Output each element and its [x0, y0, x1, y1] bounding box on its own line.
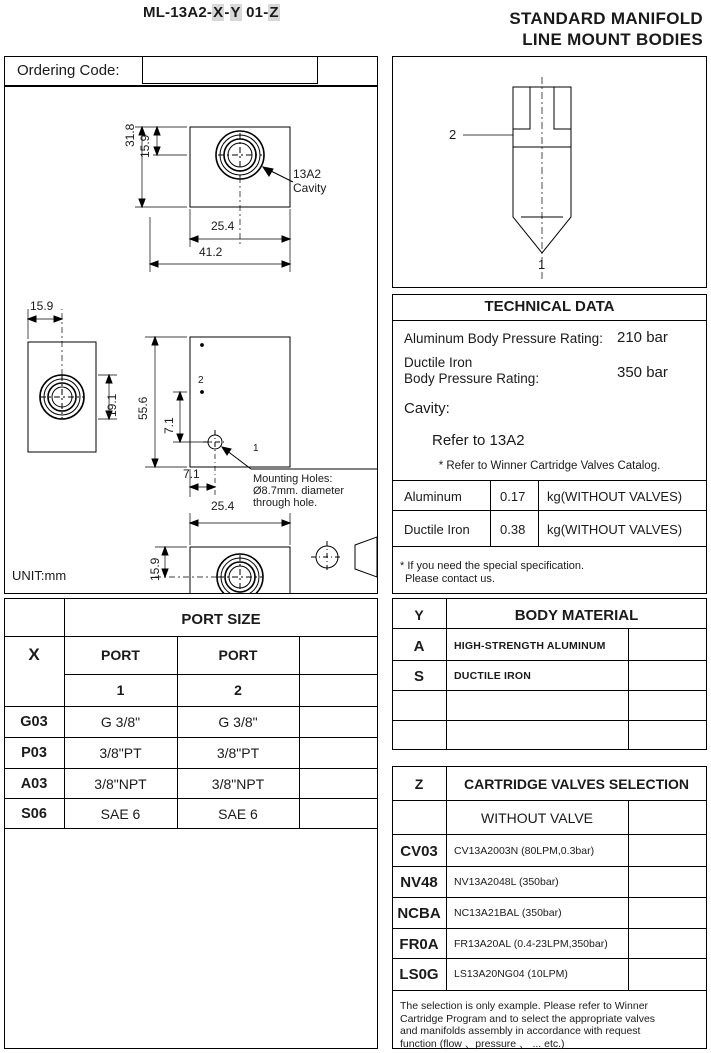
cartridge-code-0: CV03 [400, 842, 438, 860]
tech-label-ductile-2: Body Pressure Rating: [404, 371, 540, 386]
cartridge-note-line-0: The selection is only example. Please refer to Winner [400, 1000, 649, 1012]
tech-divider-1 [392, 320, 707, 321]
weight-unit-ductile: kg(WITHOUT VALVES) [547, 522, 683, 537]
weight-table-bottom-line [392, 546, 707, 547]
tech-spec-note [400, 560, 700, 586]
body-material-code-0: A [413, 637, 425, 655]
ordering-code-dash1: - [224, 4, 230, 21]
page-title-line2: LINE MOUNT BODIES [522, 30, 703, 49]
cv-hline-4 [392, 897, 707, 898]
port-row-code-3: S06 [21, 805, 47, 822]
dim-31-8: 31.8 [123, 123, 137, 147]
dim-7-1-horiz: 7.1 [183, 467, 200, 481]
port-row-p1-0: G 3/8" [100, 714, 141, 730]
cv-hline-3 [392, 866, 707, 867]
cartridge-desc-3: FR13A20AL (0.4-23LPM,350bar) [454, 938, 608, 950]
cartridge-desc-0: CV13A2003N (80LPM,0.3bar) [454, 845, 595, 857]
bm-hline-3 [392, 690, 707, 691]
callout-port-1: 1 [253, 443, 259, 454]
ordering-code-label: Ordering Code: [17, 62, 120, 79]
cartridge-code-2: NCBA [397, 904, 441, 922]
cv-hline-7 [392, 990, 707, 991]
callout-cavity-label: Cavity [293, 181, 327, 195]
cartridge-code-1: NV48 [400, 873, 438, 891]
dim-15-9-top: 15.9 [138, 134, 152, 158]
tech-value-ductile: 350 bar [617, 364, 668, 381]
ordering-code-value [143, 4, 280, 21]
left-drawing-svg [5, 87, 377, 593]
port-size-x-header: X [28, 645, 40, 664]
port-row-code-2: A03 [20, 775, 48, 792]
port-row-p1-3: SAE 6 [100, 805, 141, 822]
dim-25-4-top: 25.4 [211, 219, 235, 233]
callout-port-2: 2 [198, 375, 204, 386]
port-row-p2-0: G 3/8" [218, 714, 258, 730]
weight-value-aluminum: 0.17 [500, 489, 526, 504]
right-drawing-svg [393, 57, 706, 287]
port-subheader-2: 2 [234, 682, 242, 698]
tech-label-aluminum: Aluminum Body Pressure Rating: [404, 331, 603, 346]
cv-hline-1 [392, 800, 707, 801]
weight-material-ductile: Ductile Iron [404, 522, 470, 537]
body-material-desc-0: HIGH-STRENGTH ALUMINUM [454, 640, 606, 652]
tech-spec-note-2: Please contact us. [405, 573, 495, 585]
weight-table-vline-2 [538, 480, 539, 546]
port-row-code-0: G03 [20, 714, 48, 730]
bm-vline-2 [628, 628, 629, 750]
dim-15-9-bottom: 15.9 [148, 557, 162, 581]
pt-hline-7 [4, 828, 378, 829]
cartridge-note [400, 1000, 700, 1050]
weight-table-vline-1 [490, 480, 491, 546]
body-material-desc-1: DUCTILE IRON [454, 670, 532, 682]
port-row-p1-2: 3/8"NPT [94, 775, 147, 792]
dim-7-1-vert: 7.1 [162, 417, 176, 434]
cartridge-code-3: FR0A [399, 935, 439, 953]
port-header-2: PORT [218, 647, 258, 663]
cartridge-code-4: LS0G [399, 965, 439, 983]
dim-25-4-bottom: 25.4 [211, 499, 235, 513]
body-material-title: BODY MATERIAL [514, 606, 639, 624]
tech-label-ductile-1: Ductile Iron [404, 355, 473, 370]
cartridge-desc-4: LS13A20NG04 (10LPM) [454, 968, 568, 980]
dim-15-9-side: 15.9 [30, 299, 54, 313]
port-row-p1-1: 3/8"PT [99, 745, 142, 761]
cartridge-desc-1: NV13A2048L (350bar) [454, 876, 559, 888]
port-row-p2-1: 3/8"PT [216, 745, 260, 761]
port-header-1: PORT [101, 647, 140, 663]
tech-cavity-value: Refer to 13A2 [432, 432, 525, 449]
callout-mounting-1: Mounting Holes: [253, 473, 333, 485]
cartridge-without-valve: WITHOUT VALVE [480, 810, 593, 826]
body-material-code-1: S [413, 667, 424, 685]
port-size-title: PORT SIZE [181, 610, 261, 628]
ordering-code-frame [142, 56, 318, 84]
bm-hline-1 [392, 628, 707, 629]
right-drawing-box [392, 56, 707, 288]
page-title [509, 8, 703, 50]
unit-label: UNIT:mm [12, 568, 67, 583]
ordering-code-box [4, 56, 378, 86]
cv-hline-2 [392, 834, 707, 835]
ordering-code-z: Z [269, 4, 279, 21]
right-drawing-label-2: 2 [449, 127, 457, 142]
cartridge-note-line-2: and manifolds assembly in accordance with request [400, 1025, 641, 1037]
ordering-code-y: Y [230, 4, 241, 21]
weight-table-mid-line [392, 510, 707, 511]
weight-material-aluminum: Aluminum [404, 489, 462, 504]
port-row-code-1: P03 [21, 745, 47, 761]
weight-unit-aluminum: kg(WITHOUT VALVES) [547, 489, 683, 504]
body-material-y-header: Y [414, 607, 424, 623]
port-subheader-1: 1 [116, 682, 125, 698]
tech-value-aluminum: 210 bar [617, 329, 668, 346]
weight-value-ductile: 0.38 [500, 522, 526, 537]
cartridge-note-line-3: function (flow 、pressure 、 ... etc.) [400, 1037, 565, 1050]
callout-cavity-code: 13A2 [293, 167, 322, 181]
cartridge-note-line-1: Cartridge Program and to select the appropriate valves [400, 1012, 656, 1025]
technical-data-title: TECHNICAL DATA [484, 298, 615, 315]
cartridge-desc-2: NC13A21BAL (350bar) [454, 907, 562, 919]
callout-mounting-3: through hole. [253, 497, 318, 509]
page-title-line1: STANDARD MANIFOLD [509, 9, 703, 28]
cartridge-z-header: Z [414, 776, 424, 792]
tech-cavity-note: * Refer to Winner Cartridge Valves Catalog. [438, 460, 661, 472]
weight-table-top-line [392, 480, 707, 481]
port-row-p2-3: SAE 6 [218, 805, 258, 822]
ordering-code-prefix: ML-13A2- [143, 4, 213, 21]
cv-vline-1 [446, 766, 447, 990]
dim-55-6: 55.6 [136, 396, 150, 420]
tech-cavity-label: Cavity: [404, 400, 450, 417]
left-drawing-box [4, 86, 378, 594]
ordering-code-mid: 01- [241, 4, 269, 21]
cv-hline-5 [392, 928, 707, 929]
ordering-code-x: X [213, 4, 224, 21]
bm-hline-2 [392, 660, 707, 661]
dim-41-2: 41.2 [199, 245, 223, 259]
cv-hline-6 [392, 958, 707, 959]
bm-hline-4 [392, 720, 707, 721]
right-drawing-label-1: 1 [538, 257, 546, 272]
tech-spec-note-1: * If you need the special specification. [400, 560, 585, 572]
callout-mounting-2: Ø8.7mm. diameter [253, 485, 345, 497]
cartridge-title: CARTRIDGE VALVES SELECTION [463, 776, 690, 792]
cv-vline-2 [628, 800, 629, 990]
dim-19-1: 19.1 [105, 393, 119, 417]
pt-vline-3 [299, 636, 300, 828]
port-row-p2-2: 3/8"NPT [211, 775, 265, 792]
